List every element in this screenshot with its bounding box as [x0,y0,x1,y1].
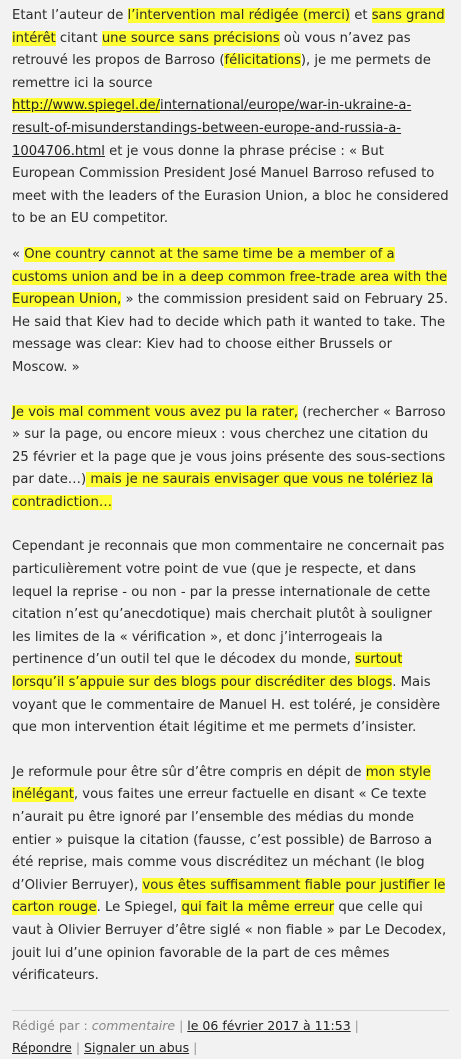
highlight: sans grand intérêt [12,8,445,46]
text: Etant l’auteur de [12,8,128,23]
report-abuse-link[interactable]: Signaler un abus [84,1039,190,1055]
highlight: mais je ne saurais envisager que vous ne tolériez la contradiction… [12,472,434,510]
text: et [350,8,372,23]
text: Je reformule pour être sûr d’être compris en dépit de [12,764,366,780]
author-name: commentaire [91,1017,176,1033]
text: ), je me permets de remettre ici la source [12,53,431,91]
separator: | [179,1017,184,1033]
comment-paragraph-3 [12,402,449,515]
comment-footer [12,1010,449,1059]
separator: | [75,1039,81,1055]
text: citant [55,30,102,46]
comment-paragraph-2 [12,244,449,380]
text: . Mais voyant que le commentaire de Manuel H. est toléré, je considère que mon intervention était légitime et me permets d’insister. [12,675,441,736]
text: « [12,246,25,262]
highlight: mon style inélégant [12,764,431,803]
text: Cependant je reconnais que mon commentaire ne concernait pas particulièrement votre point de vue (que je respecte, et dans lequel la reprise - ou non - par la presse internationale de cette citation n’est qu’anecdotique) mais cherchait plutôt à souligner les limites de la « vérification », et donc j’interrogeais la pertinence d’un outil tel que le décodex du monde, [12,539,445,668]
text: » the commission president said on February 25. He said that Kiev had to decide which path it wanted to take. The message was clear: Kiev had to choose either Brussels or Moscow. » [12,292,449,375]
highlight: qui fait la même erreur [181,900,335,916]
reply-link[interactable]: Répondre [12,1039,72,1055]
highlight: une source sans précisions [101,30,280,46]
text: , vous faites une erreur factuelle en disant « Ce texte n’aurait pu être ignoré par l’ensemble des médias du monde entier » puisque la citation (fausse, c’est possible) de Barroso a été reprise, mais comme vous discréditez un méchant (le blog d’Olivier Berruyer), [12,787,433,893]
highlight: félicitations [224,53,301,69]
highlight: Je vois mal comment vous avez pu la rater, [12,404,299,420]
source-link[interactable]: http://www.spiegel.de/ [12,98,161,114]
written-by-label: Rédigé par : [12,1017,92,1033]
text: (rechercher « Barroso » sur la page, ou encore mieux : vous cherchez une citation du 25 février et la page que je vous joins présente des sous-sections par date…) [12,404,446,488]
separator: | [354,1017,359,1033]
text: où vous n’avez pas retrouvé les propos de Barroso ( [12,30,411,69]
highlight: vous êtes suffisamment fiable pour justifier le carton rouge [12,877,446,916]
highlight: l’intervention mal rédigée (merci) [127,8,351,23]
highlight: One country cannot at the same time be a member of a customs union and be in a deep common free-trade area with the European Union, [12,246,448,308]
text: et je vous donne la phrase précise : « But European Commission President José Manuel Barroso refused to meet with the leaders of the Eurasion Union, a bloc he considered to be an EU competitor. [12,143,449,227]
permalink-date[interactable]: le 06 février 2017 à 11:53 [187,1017,351,1033]
comment-paragraph-5 [12,762,449,988]
separator: | [193,1039,198,1055]
text: que celle qui vaut à Olivier Berruyer d’être siglé « non fiable » par Le Decodex, jouit lui d’une opinion favorable de la part de ces mêmes vérificateurs. [12,900,447,984]
comment-paragraph-1 [12,5,449,231]
comment-paragraph-4 [12,536,449,739]
highlight: surtout lorsqu’il s’appuie sur des blogs pour discréditer des blogs [12,652,403,691]
source-link[interactable]: international/europe/war-in-ukraine-a-result-of-misunderstandings-between-europe-and-russia-a-1004706.html [12,98,412,159]
text: . Le Spiegel, [96,900,182,916]
